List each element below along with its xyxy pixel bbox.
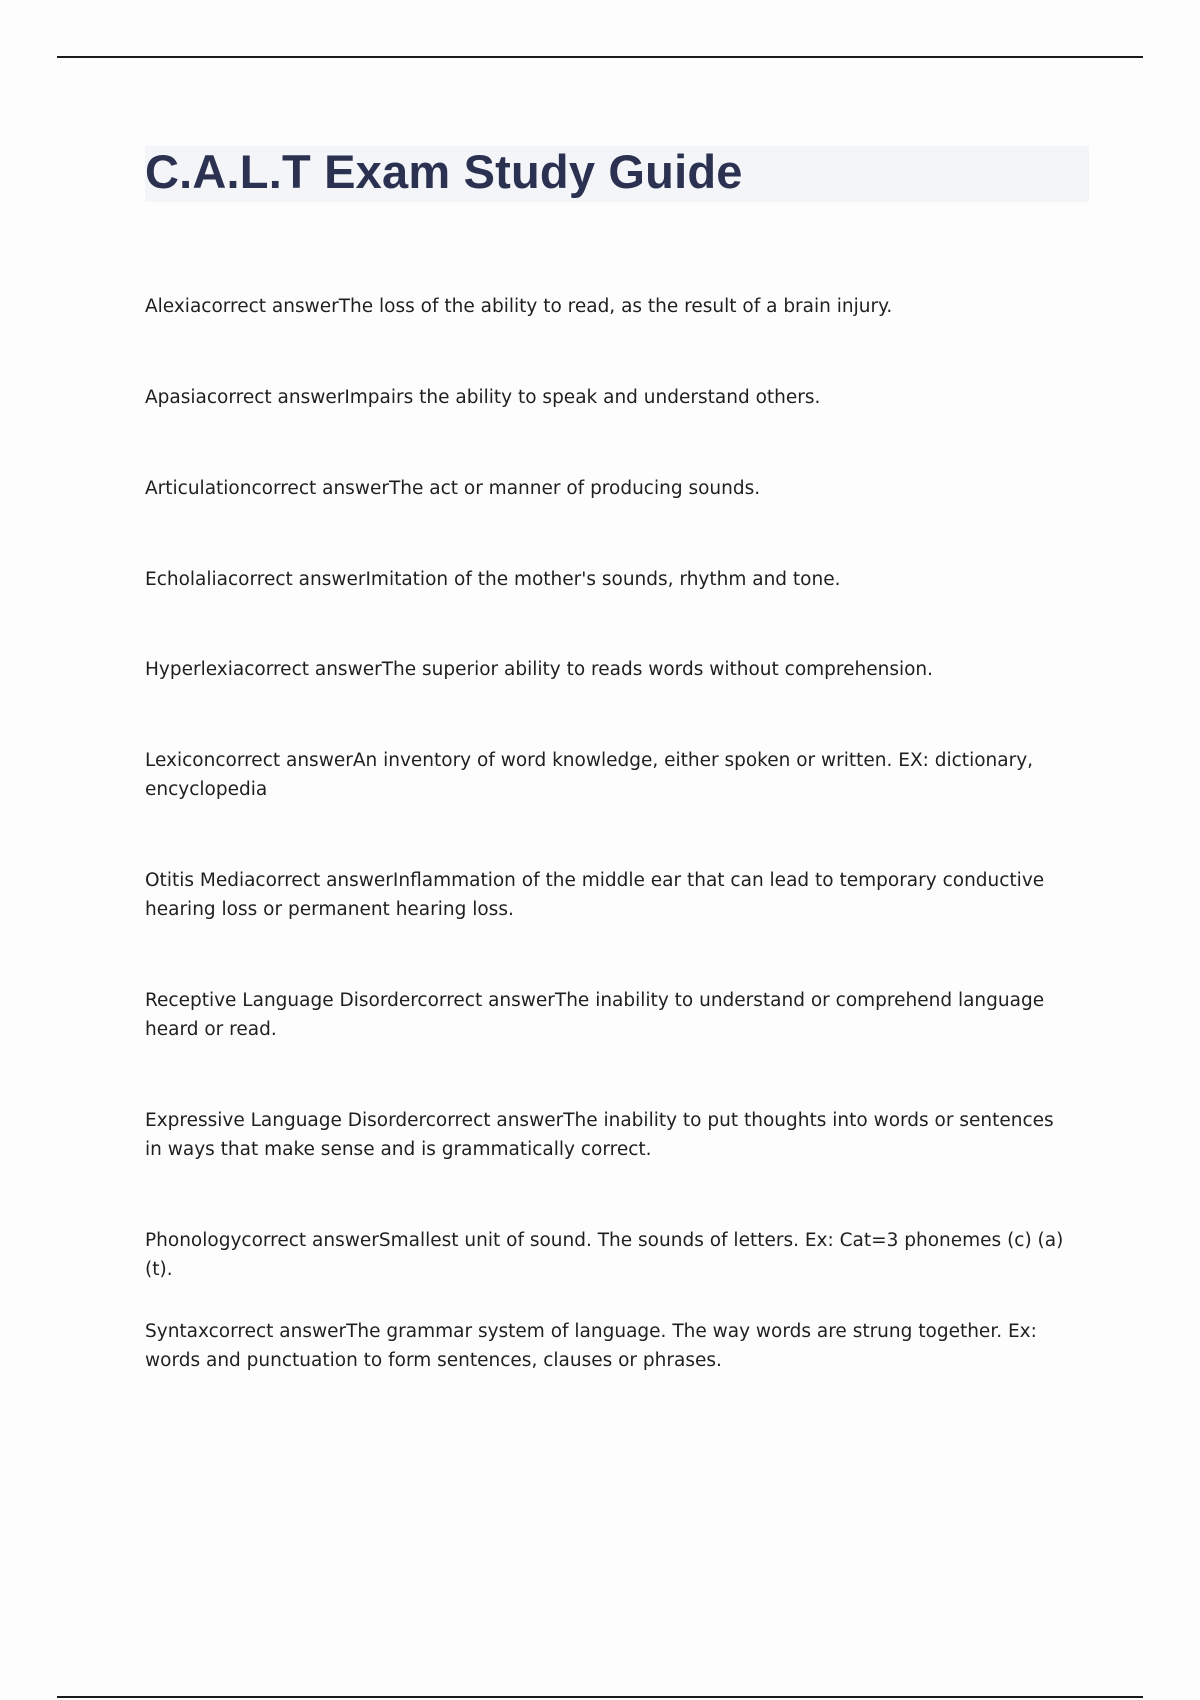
entry-phonology: Phonologycorrect answerSmallest unit of sound. The sounds of letters. Ex: Cat=3 phonemes (c) (a) (t). — [145, 1230, 1064, 1280]
entry-alexia: Alexiacorrect answerThe loss of the ability to read, as the result of a brain injury. — [145, 296, 893, 317]
entry-lexicon: Lexiconcorrect answerAn inventory of word knowledge, either spoken or written. EX: dictionary, encyclopedia — [145, 750, 1034, 800]
entry-expressive-language-disorder: Expressive Language Disordercorrect answerThe inability to put thoughts into words or sentences in ways that make sense and is grammatically correct. — [145, 1110, 1054, 1160]
entry-echolalia: Echolaliacorrect answerImitation of the mother's sounds, rhythm and tone. — [145, 569, 841, 590]
entry-otitis-media: Otitis Mediacorrect answerInflammation of the middle ear that can lead to temporary conductive hearing loss or permanent hearing loss. — [145, 870, 1045, 920]
page-title: C.A.L.T Exam Study Guide — [145, 145, 743, 198]
entry-syntax: Syntaxcorrect answerThe grammar system of language. The way words are strung together. Ex: words and punctuation to form sentences, clauses or phrases. — [145, 1321, 1037, 1371]
bottom-rule — [57, 1696, 1143, 1698]
top-rule — [57, 56, 1143, 58]
entry-apasia: Apasiacorrect answerImpairs the ability to speak and understand others. — [145, 387, 821, 408]
entry-hyperlexia: Hyperlexiacorrect answerThe superior ability to reads words without comprehension. — [145, 659, 934, 680]
entry-receptive-language-disorder: Receptive Language Disordercorrect answerThe inability to understand or comprehend language heard or read. — [145, 990, 1045, 1040]
entry-articulation: Articulationcorrect answerThe act or manner of producing sounds. — [145, 478, 761, 499]
